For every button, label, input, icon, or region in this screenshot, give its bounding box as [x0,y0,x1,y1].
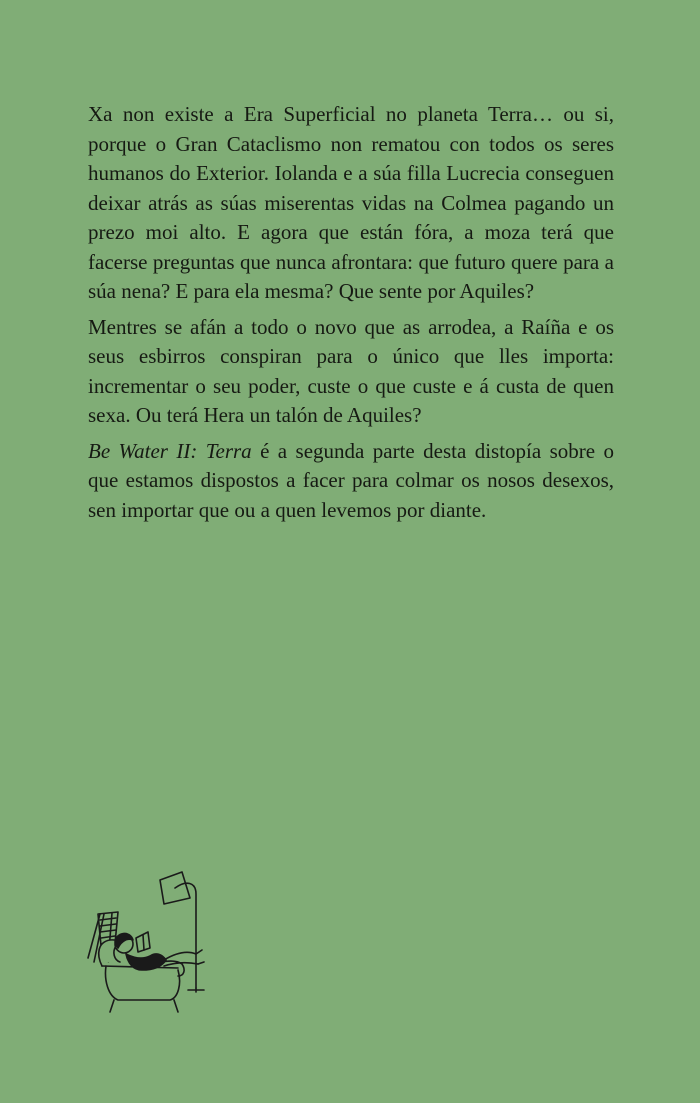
synopsis-text [88,100,614,531]
book-title: Be Water II: Terra [88,438,252,463]
reading-woman-armchair-lamp-icon [78,858,228,1028]
synopsis-paragraph-3-text: é a segunda parte desta distopía sobre o que estamos dispostos a facer para colmar os nosos desexos, sen importar que ou a quen levemos por diante. [88,438,614,522]
publisher-illustration [78,858,228,1028]
synopsis-paragraph-2: Mentres se afán a todo o novo que as arrodea, a Raíña e os seus esbirros conspiran para o único que lles importa: incrementar o seu poder, custe o que custe e á custa de quen sexa. Ou terá Hera un talón de Aquiles? [88,314,614,427]
synopsis-paragraph-3 [88,437,614,526]
synopsis-paragraph-1: Xa non existe a Era Superficial no planeta Terra… ou si, porque o Gran Cataclismo non rematou con todos os seres humanos do Exterior. Iolanda e a súa filla Lucrecia conseguen deixar atrás as súas miserentas vidas na Colmea pagando un prezo moi alto. E agora que están fóra, a moza terá que facerse preguntas que nunca afrontara: que futuro quere para a súa nena? E para ela mesma? Que sente por Aquiles? [88,102,614,303]
